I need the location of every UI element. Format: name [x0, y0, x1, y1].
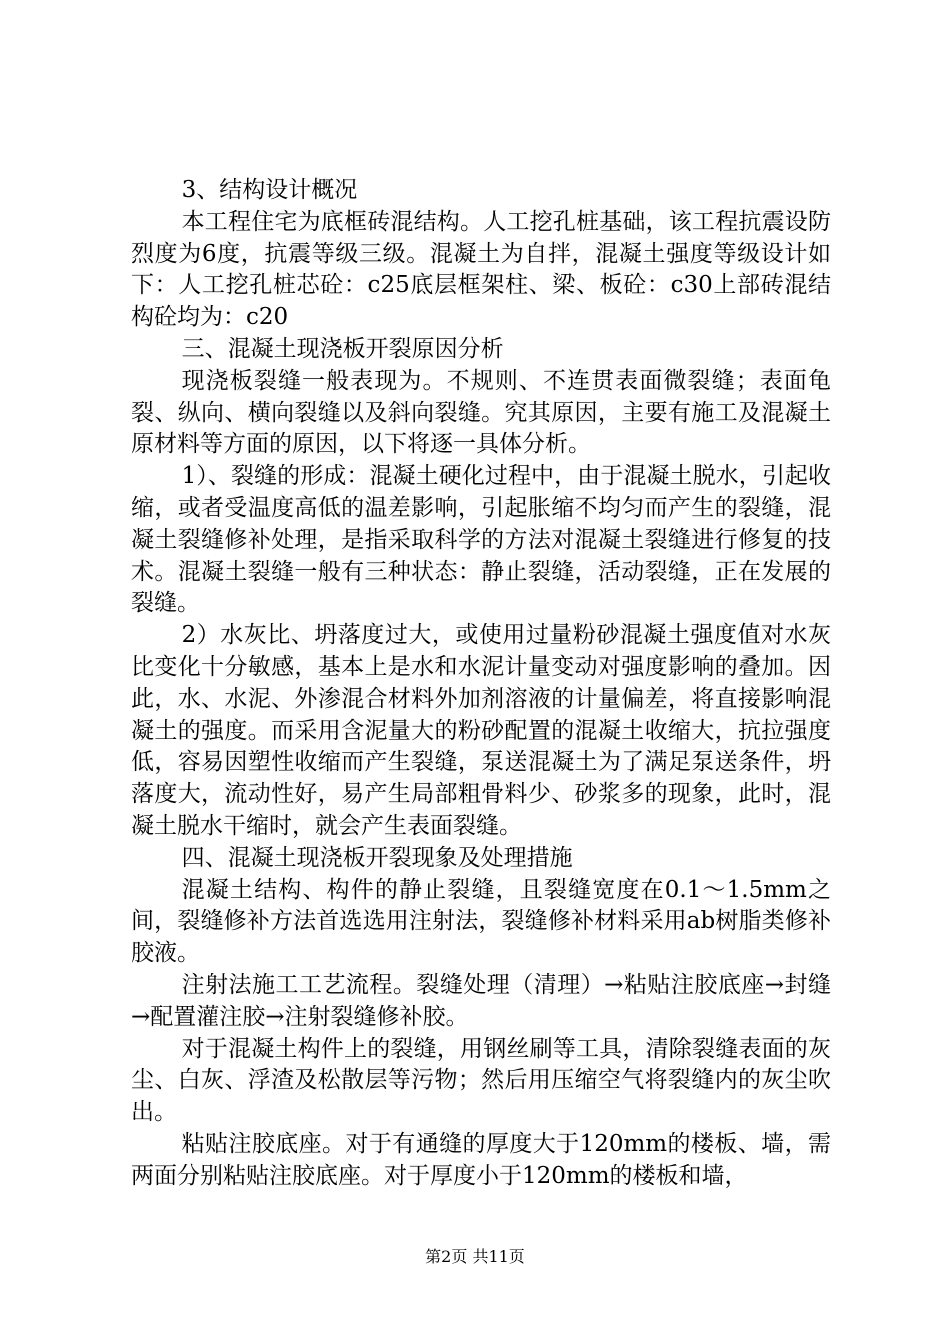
section-heading: 3、结构设计概况	[181, 177, 358, 203]
document-body	[131, 175, 831, 1193]
body-paragraph: 粘贴注胶底座。对于有通缝的厚度大于120mm的楼板、墙，需两面分别粘贴注胶底座。对于厚度小于120mm的楼板和墙，	[131, 1130, 831, 1189]
body-paragraph: 注射法施工工艺流程。裂缝处理（清理）→粘贴注胶底座→封缝→配置灌注胶→注射裂缝修补胶。	[131, 971, 831, 1030]
section-heading: 三、混凝土现浇板开裂原因分析	[181, 335, 504, 362]
body-paragraph: 本工程住宅为底框砖混结构。人工挖孔桩基础，该工程抗震设防烈度为6度，抗震等级三级。混凝土为自拌，混凝土强度等级设计如下：人工挖孔桩芯砼：c25底层框架柱、梁、板砼：c30上部砖混结构砼均为：c20	[131, 208, 831, 331]
page-footer: 第2页 共11页	[425, 1247, 525, 1266]
section-heading: 四、混凝土现浇板开裂现象及处理措施	[181, 844, 573, 871]
body-paragraph: 现浇板裂缝一般表现为。不规则、不连贯表面微裂缝；表面龟裂、纵向、横向裂缝以及斜向裂缝。究其原因，主要有施工及混凝土原材料等方面的原因，以下将逐一具体分析。	[131, 367, 831, 458]
body-paragraph: 2）水灰比、坍落度过大，或使用过量粉砂混凝土强度值对水灰比变化十分敏感，基本上是水和水泥计量变动对强度影响的叠加。因此，水、水泥、外渗混合材料外加剂溶液的计量偏差，将直接影响混凝土的强度。而采用含泥量大的粉砂配置的混凝土收缩大，抗拉强度低，容易因塑性收缩而产生裂缝，泵送混凝土为了满足泵送条件，坍落度大，流动性好，易产生局部粗骨料少、砂浆多的现象，此时，混凝土脱水干缩时，就会产生表面裂缝。	[131, 622, 831, 839]
body-paragraph: 1）、裂缝的形成：混凝土硬化过程中，由于混凝土脱水，引起收缩，或者受温度高低的温差影响，引起胀缩不均匀而产生的裂缝，混凝土裂缝修补处理，是指采取科学的方法对混凝土裂缝进行修复的技术。混凝土裂缝一般有三种状态：静止裂缝，活动裂缝，正在发展的裂缝。	[131, 463, 831, 617]
body-paragraph: 混凝土结构、构件的静止裂缝，且裂缝宽度在0.1～1.5mm之间，裂缝修补方法首选选用注射法，裂缝修补材料采用ab树脂类修补胶液。	[131, 876, 831, 967]
body-paragraph: 对于混凝土构件上的裂缝，用钢丝刷等工具，清除裂缝表面的灰尘、白灰、浮渣及松散层等污物；然后用压缩空气将裂缝内的灰尘吹出。	[131, 1035, 831, 1126]
